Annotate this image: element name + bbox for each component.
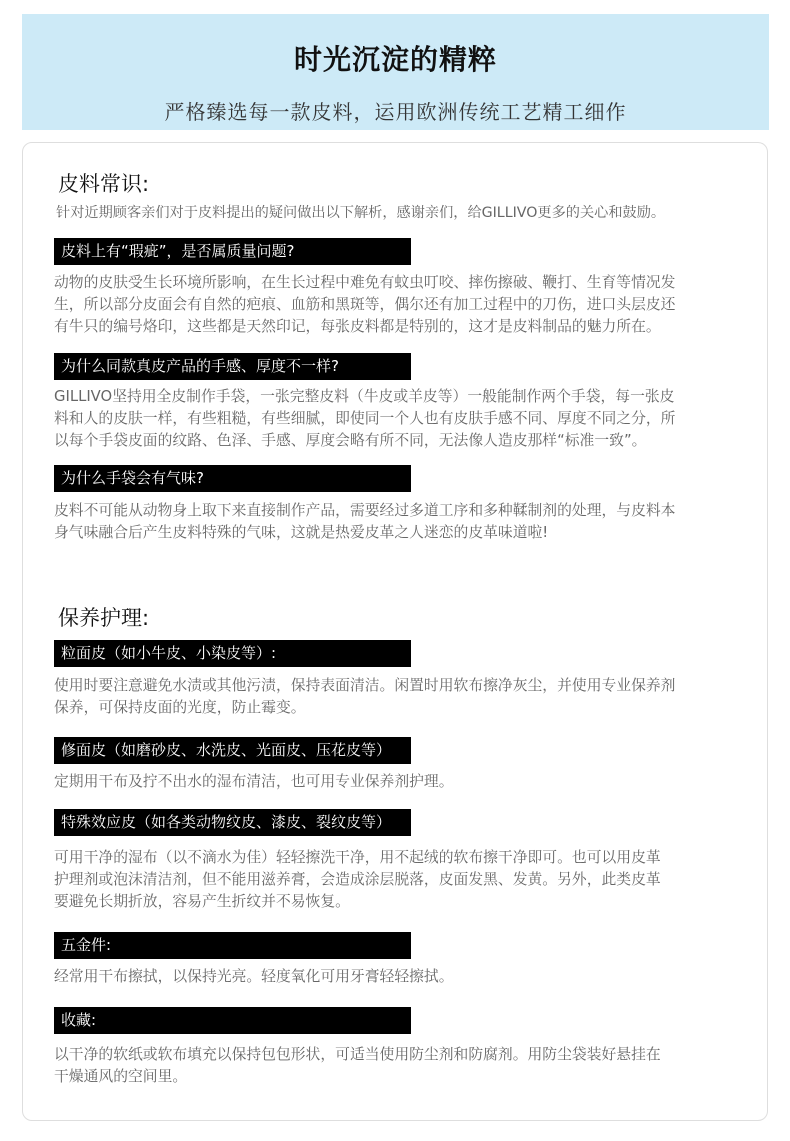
header-banner xyxy=(22,14,769,130)
question-heading: 皮料上有“瑕疵”，是否属质量问题? xyxy=(54,238,411,265)
knowledge-intro: 针对近期顾客亲们对于皮料提出的疑问做出以下解析，感谢亲们，给GILLIVO更多的关心和鼓励。 xyxy=(56,205,666,221)
answer-paragraph: 皮料不可能从动物身上取下来直接制作产品，需要经过多道工序和多种鞣制剂的处理，与皮料本 身气味融合后产生皮料特殊的气味，这就是热爱皮革之人迷恋的皮革味道啦! xyxy=(54,502,676,541)
care-paragraph: 以干净的软纸或软布填充以保持包包形状，可适当使用防尘剂和防腐剂。用防尘袋装好悬挂在 干燥通风的空间里。 xyxy=(54,1046,661,1085)
care-paragraph: 定期用干布及拧不出水的湿布清洁，也可用专业保养剂护理。 xyxy=(54,773,454,790)
care-paragraph: 可用干净的湿布（以不滴水为佳）轻轻擦洗干净，用不起绒的软布擦干净即可。也可以用皮革 护理剂或泡沫清洁剂，但不能用滋养膏，会造成涂层脱落，皮面发黑、发黄。另外，此类皮革 要避免长期折放，容易产生折纹并不易恢复。 xyxy=(54,849,661,910)
knowledge-section-title: 皮料常识: xyxy=(58,172,150,196)
care-heading: 收藏: xyxy=(54,1007,411,1034)
question-heading: 为什么手袋会有气味? xyxy=(54,465,411,492)
care-heading: 修面皮（如磨砂皮、水洗皮、光面皮、压花皮等） xyxy=(54,737,411,764)
care-paragraph: 使用时要注意避免水渍或其他污渍，保持表面清洁。闲置时用软布擦净灰尘，并使用专业保养剂 保养，可保持皮面的光度，防止霉变。 xyxy=(54,677,676,716)
care-paragraph: 经常用干布擦拭，以保持光亮。轻度氧化可用牙膏轻轻擦拭。 xyxy=(54,968,454,985)
answer-paragraph: 动物的皮肤受生长环境所影响，在生长过程中难免有蚊虫叮咬、摔伤擦破、鞭打、生育等情况发 生，所以部分皮面会有自然的疤痕、血筋和黑斑等，偶尔还有加工过程中的刀伤，进口头层皮还 有牛只的编号烙印，这些都是天然印记，每张皮料都是特别的，这才是皮料制品的魅力所在。 xyxy=(54,274,676,335)
care-heading: 粒面皮（如小牛皮、小染皮等）: xyxy=(54,640,411,667)
care-heading: 五金件: xyxy=(54,932,411,959)
question-heading: 为什么同款真皮产品的手感、厚度不一样? xyxy=(54,353,411,380)
care-heading: 特殊效应皮（如各类动物纹皮、漆皮、裂纹皮等） xyxy=(54,809,411,836)
answer-paragraph: GILLIVO坚持用全皮制作手袋，一张完整皮料（牛皮或羊皮等）一般能制作两个手袋，每一张皮 料和人的皮肤一样，有些粗糙，有些细腻，即使同一个人也有皮肤手感不同、厚度不同之分，所 以每个手袋皮面的纹路、色泽、手感、厚度会略有所不同，无法像人造皮那样“标准一致”。 xyxy=(54,388,676,449)
banner-title: 时光沉淀的精粹 xyxy=(293,43,497,76)
banner-subtitle: 严格臻选每一款皮料，运用欧洲传统工艺精工细作 xyxy=(164,100,627,124)
care-section-title: 保养护理: xyxy=(58,606,150,630)
